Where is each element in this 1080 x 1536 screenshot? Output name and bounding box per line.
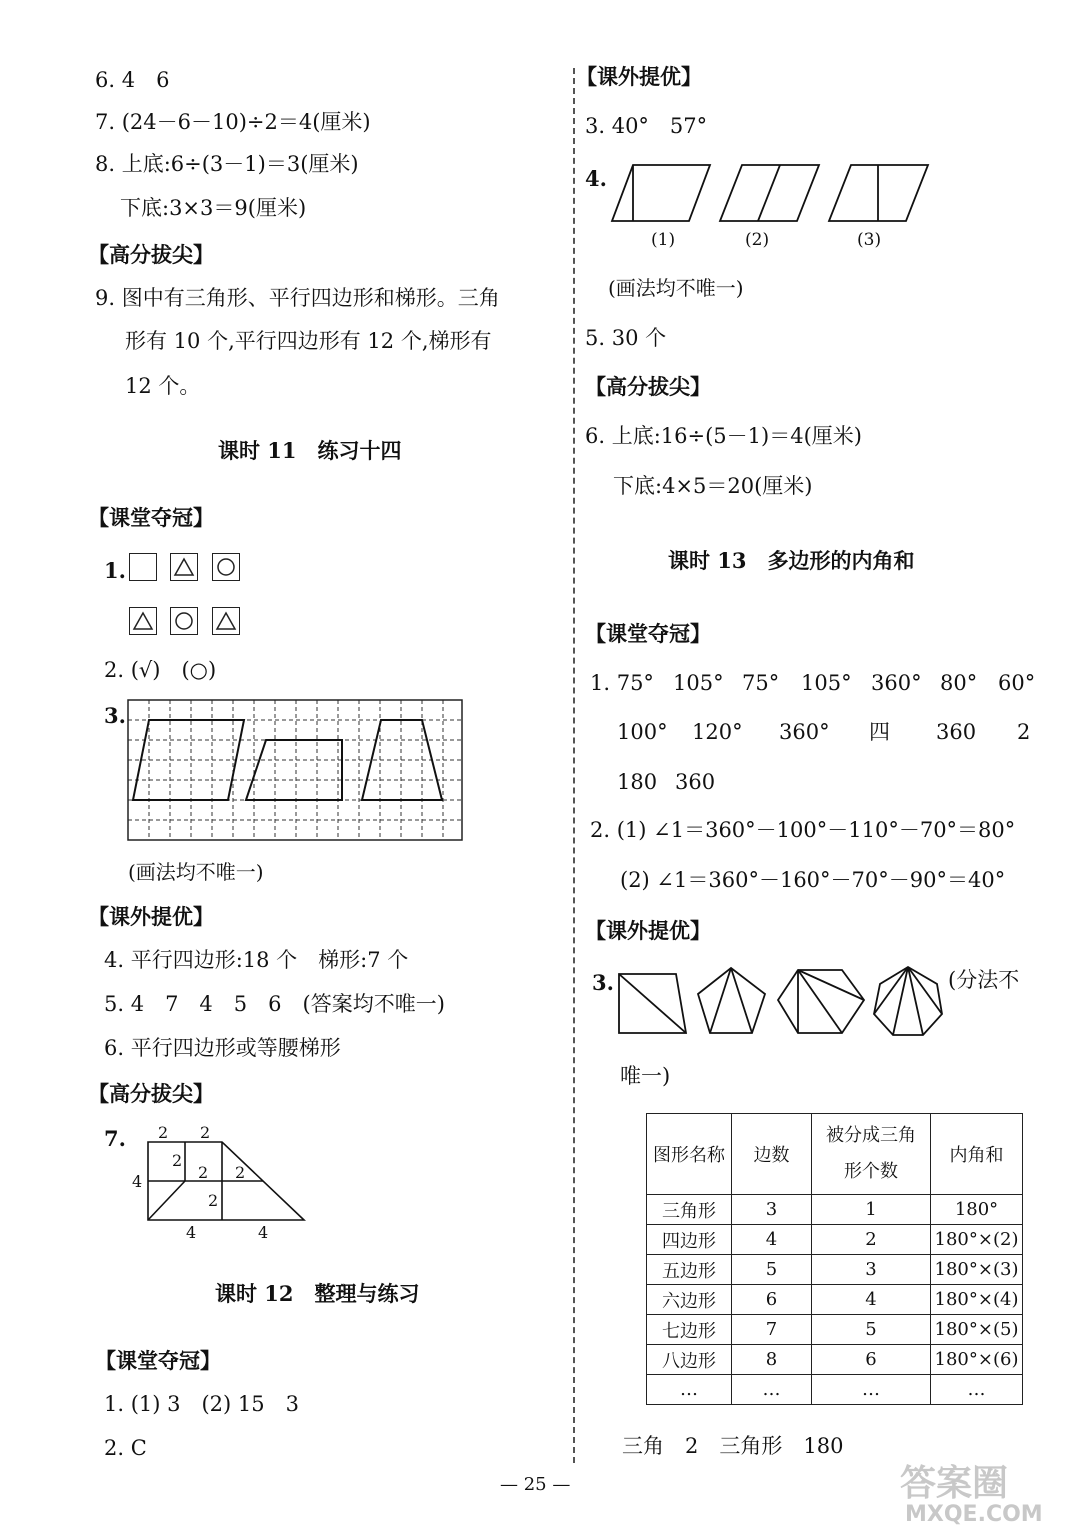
circle-box-icon: [212, 553, 240, 581]
answer-6: 6. 4 6: [95, 68, 170, 92]
fig7-inner-label: 2: [198, 1163, 209, 1182]
table-cell: 3: [732, 1195, 812, 1225]
interior-angle-table: [646, 1113, 1023, 1405]
table-header: 边数: [732, 1114, 812, 1195]
figure-label: (2): [745, 230, 770, 250]
watermark-url: MXQE.COM: [905, 1502, 1043, 1527]
answer-r6-bottom: 下底:4×5＝20(厘米): [613, 474, 813, 498]
q3-label: 3.: [104, 703, 126, 728]
section-kewai-r: 【课外提优】: [576, 64, 702, 89]
fig7-inner-label: 2: [208, 1191, 219, 1210]
table-cell: 2: [812, 1225, 931, 1255]
b1-value: 100°: [617, 720, 668, 744]
table-cell: 四边形: [647, 1225, 732, 1255]
trapezoid-figure: [130, 1118, 320, 1246]
section-gaofen: 【高分拔尖】: [88, 242, 214, 267]
fig7-side-label: 4: [132, 1172, 143, 1191]
table-header: 内角和: [931, 1114, 1023, 1195]
lesson-13-title: 课时 13 多边形的内角和: [668, 548, 915, 573]
table-row: [647, 1285, 1023, 1315]
b3-label: 3.: [592, 970, 614, 995]
b1-value: 360: [936, 720, 977, 744]
table-cell: 五边形: [647, 1255, 732, 1285]
section-kewai-11: 【课外提优】: [88, 904, 214, 929]
table-row: [647, 1225, 1023, 1255]
fig7-inner-label: 2: [172, 1151, 183, 1170]
answer-b-last: 三角 2 三角形 180: [622, 1434, 844, 1458]
answer-9-line2: 形有 10 个,平行四边形有 12 个,梯形有: [125, 329, 492, 353]
table-cell: 8: [732, 1345, 812, 1375]
table-row: [647, 1345, 1023, 1375]
b1-value: 四: [869, 720, 890, 744]
section-gaofen-r: 【高分拔尖】: [585, 374, 711, 399]
grid-figure: [128, 700, 464, 842]
column-divider: [573, 68, 575, 1463]
triangle-box-icon: [212, 607, 240, 635]
lesson-12-title: 课时 12 整理与练习: [215, 1281, 420, 1306]
b3-note-cont: 唯一): [620, 1064, 671, 1088]
q1-label: 1.: [104, 558, 126, 583]
answer-r1: 1. (1) 3 (2) 15 3: [104, 1392, 299, 1416]
answer-b2-2: (2) ∠1＝360°－160°－70°－90°＝40°: [620, 868, 1006, 892]
table-cell: 1: [812, 1195, 931, 1225]
watermark-logo: 答案圈: [900, 1463, 1009, 1504]
answer-q5: 5. 4 7 4 5 6 (答案均不唯一): [104, 992, 445, 1016]
table-cell: 3: [812, 1255, 931, 1285]
b1-value: 180: [617, 770, 658, 794]
fig7-inner-label: 2: [235, 1163, 246, 1182]
figure-label: (3): [857, 230, 882, 250]
b1-value: 2: [1017, 720, 1031, 744]
answer-8-bottom: 下底:3×3＝9(厘米): [120, 196, 307, 220]
table-cell: …: [647, 1375, 732, 1405]
q7-label: 7.: [104, 1126, 126, 1151]
b1-value: 75°: [742, 671, 780, 695]
answer-9-line3: 12 个。: [125, 374, 201, 398]
answer-r2: 2. C: [104, 1436, 147, 1460]
r4-label: 4.: [585, 166, 607, 191]
answer-b2-1: 2. (1) ∠1＝360°－100°－110°－70°＝80°: [590, 818, 1016, 842]
section-ketang-13: 【课堂夺冠】: [585, 621, 711, 646]
triangle-box-icon: [170, 553, 198, 581]
table-cell: 180°×(4): [931, 1285, 1023, 1315]
table-cell: …: [732, 1375, 812, 1405]
table-cell: 七边形: [647, 1315, 732, 1345]
figure-label: (1): [651, 230, 676, 250]
answer-9-line1: 9. 图中有三角形、平行四边形和梯形。三角: [95, 286, 500, 310]
answer-q2: 2. (√) (○): [104, 658, 217, 682]
b3-note: (分法不: [948, 968, 1020, 992]
table-cell: 三角形: [647, 1195, 732, 1225]
fig7-bottom-label: 4: [186, 1223, 197, 1242]
b1-value: 1. 75°: [590, 671, 654, 695]
table-cell: 180°×(3): [931, 1255, 1023, 1285]
table-cell: 5: [732, 1255, 812, 1285]
b1-value: 80°: [940, 671, 978, 695]
triangle-box-icon: [129, 607, 157, 635]
answer-8-top: 8. 上底:6÷(3－1)＝3(厘米): [95, 152, 359, 176]
note-q3: (画法均不唯一): [128, 860, 264, 884]
b1-value: 105°: [673, 671, 724, 695]
table-header: 图形名称: [647, 1114, 732, 1195]
table-cell: 6: [812, 1345, 931, 1375]
table-header-row: [647, 1114, 1023, 1195]
answer-7: 7. (24－6－10)÷2＝4(厘米): [95, 110, 371, 134]
table-cell: 180°×(5): [931, 1315, 1023, 1345]
table-row: [647, 1255, 1023, 1285]
table-header: 被分成三角形个数: [812, 1114, 931, 1195]
polygon-division-figures: [610, 962, 950, 1042]
table-cell: 180°×(6): [931, 1345, 1023, 1375]
table-cell: 7: [732, 1315, 812, 1345]
parallelogram-figures: [605, 160, 935, 255]
b1-value: 360: [675, 770, 716, 794]
fig7-bottom-label: 4: [258, 1223, 269, 1242]
section-kewai-13: 【课外提优】: [585, 918, 711, 943]
table-cell: 180°: [931, 1195, 1023, 1225]
table-row: [647, 1375, 1023, 1405]
table-cell: 八边形: [647, 1345, 732, 1375]
answer-q4: 4. 平行四边形:18 个 梯形:7 个: [104, 948, 409, 972]
table-cell: 6: [732, 1285, 812, 1315]
section-gaofen-11: 【高分拔尖】: [88, 1081, 214, 1106]
lesson-11-title: 课时 11 练习十四: [218, 438, 402, 463]
table-cell: 4: [812, 1285, 931, 1315]
answer-r3: 3. 40° 57°: [585, 114, 708, 138]
table-cell: …: [931, 1375, 1023, 1405]
table-row: [647, 1195, 1023, 1225]
b1-value: 60°: [998, 671, 1036, 695]
table-row: [647, 1315, 1023, 1345]
table-cell: …: [812, 1375, 931, 1405]
table-cell: 5: [812, 1315, 931, 1345]
b1-value: 360°: [871, 671, 922, 695]
b1-value: 360°: [779, 720, 830, 744]
answer-q6: 6. 平行四边形或等腰梯形: [104, 1036, 341, 1060]
fig7-top-label: 2: [200, 1123, 211, 1142]
b1-value: 105°: [801, 671, 852, 695]
section-ketang-12: 【课堂夺冠】: [95, 1348, 221, 1373]
section-ketang-11: 【课堂夺冠】: [88, 505, 214, 530]
table-cell: 4: [732, 1225, 812, 1255]
table-cell: 六边形: [647, 1285, 732, 1315]
answer-r5: 5. 30 个: [585, 326, 667, 350]
table-cell: 180°×(2): [931, 1225, 1023, 1255]
page-number: — 25 —: [500, 1474, 571, 1495]
fig7-top-label: 2: [158, 1123, 169, 1142]
answer-r6-top: 6. 上底:16÷(5－1)＝4(厘米): [585, 424, 862, 448]
circle-box-icon: [170, 607, 198, 635]
note-r4: (画法均不唯一): [608, 276, 744, 300]
square-box: [129, 553, 157, 581]
b1-value: 120°: [692, 720, 743, 744]
